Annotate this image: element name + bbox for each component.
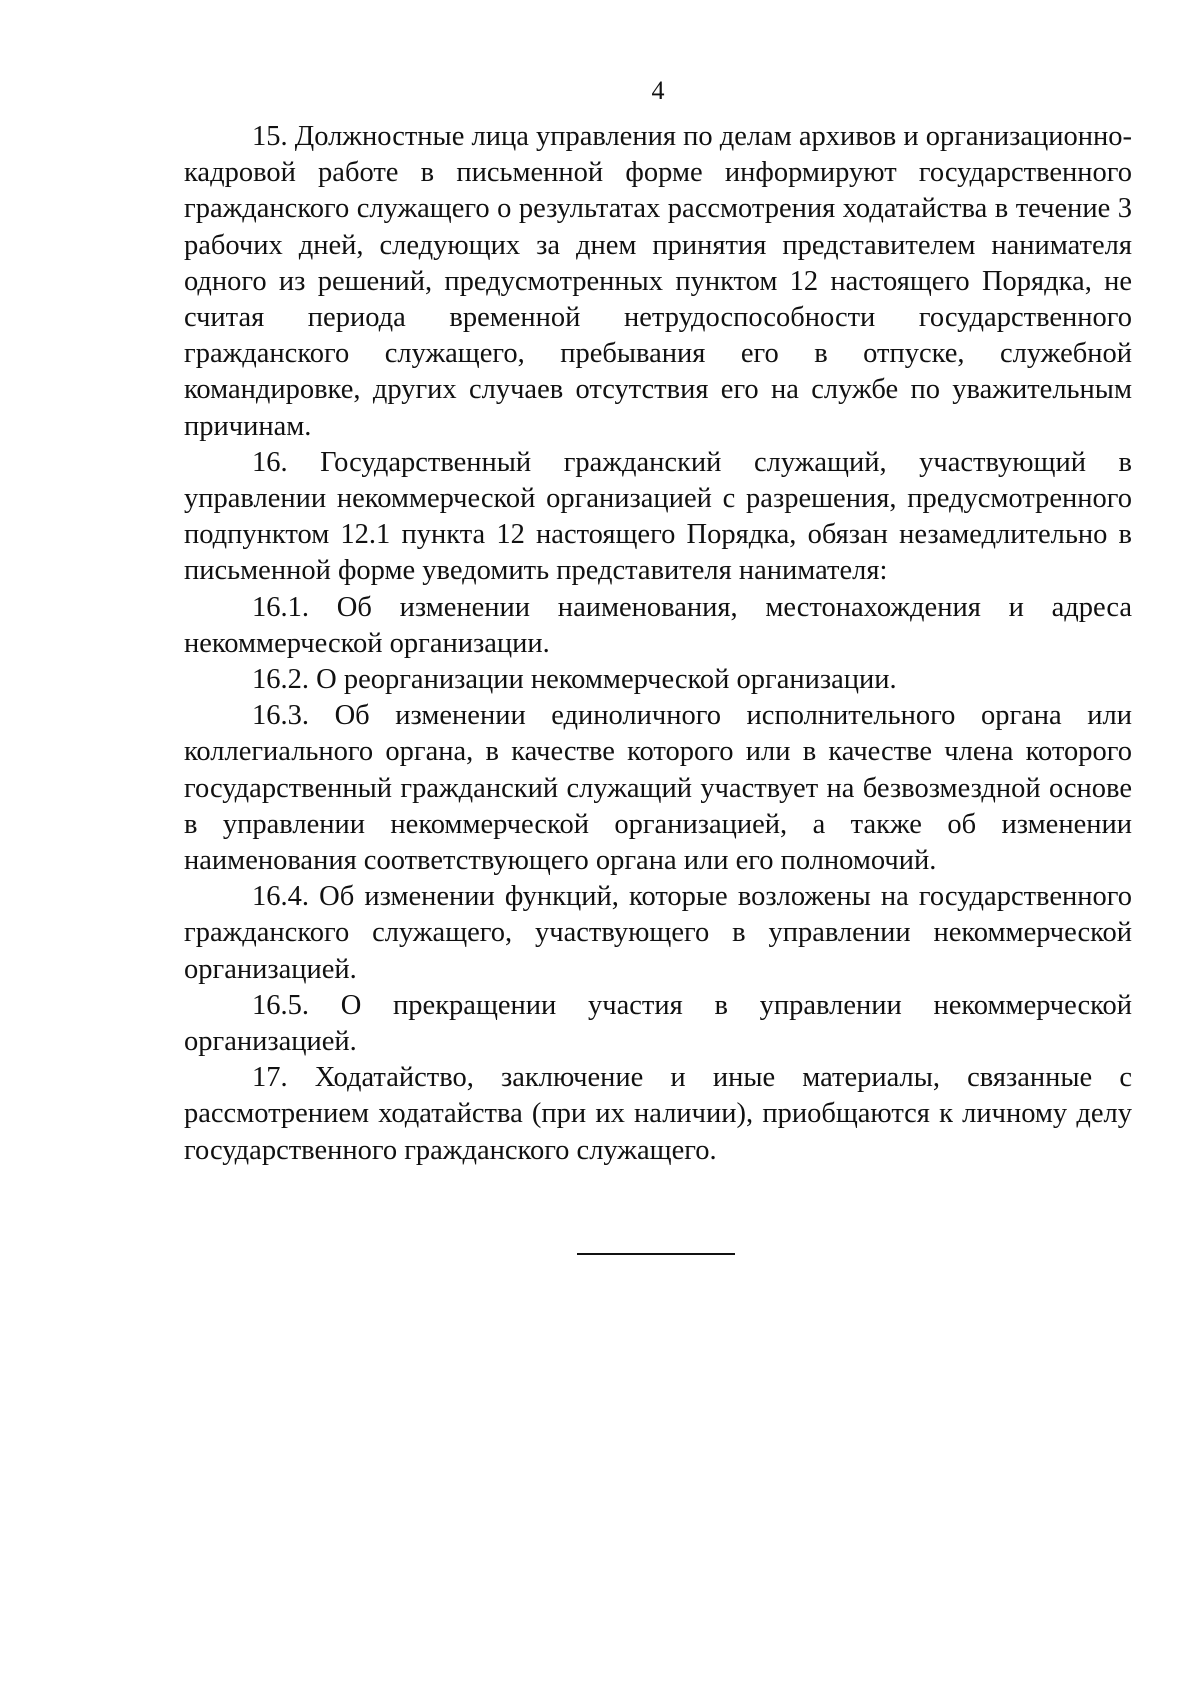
page-number: 4	[651, 76, 665, 105]
paragraph-16-2: 16.2. О реорганизации некоммерческой организации.	[252, 664, 897, 696]
paragraph-16-5: 16.5. О прекращении участия в управлении некоммерческой организацией.	[184, 989, 1132, 1058]
paragraph-17: 17. Ходатайство, заключение и иные материалы, связанные с рассмотрением ходатайства (при их наличии), приобщаются к личному делу государственного гражданского служащего.	[184, 1062, 1132, 1166]
paragraph-16-1: 16.1. Об изменении наименования, местонахождения и адреса некоммерческой организации.	[184, 591, 1132, 659]
paragraph-16-3: 16.3. Об изменении единоличного исполнительного органа или коллегиального органа, в качестве которого или в качестве члена которого государственный гражданский служащий участвует на безвозмездной основе в управлении некоммерческой организацией, а также об изменении наименования соответствующего органа или его полномочий.	[184, 700, 1132, 877]
paragraph-16-4: 16.4. Об изменении функций, которые возложены на государственного гражданского служащего, участвующего в управлении некоммерческой организацией.	[184, 881, 1132, 985]
paragraph-15: 15. Должностные лица управления по делам архивов и организационно-кадровой работе в письменной форме информируют государственного гражданского служащего о результатах рассмотрения ходатайства в течение 3 рабочих дней, следующих за днем принятия представителем нанимателя одного из решений, предусмотренных пунктом 12 настоящего Порядка, не считая периода временной нетрудоспособности государственного гражданского служащего, пребывания его в отпуске, служебной командировке, других случаев отсутствия его на службе по уважительным причинам.	[184, 121, 1132, 442]
document-body	[184, 119, 1132, 1169]
end-of-text-rule	[577, 1253, 735, 1255]
paragraph-16: 16. Государственный гражданский служащий, участвующий в управлении некоммерческой организацией с разрешения, предусмотренного подпунктом 12.1 пункта 12 настоящего Порядка, обязан незамедлительно в письменной форме уведомить представителя нанимателя:	[184, 446, 1132, 587]
